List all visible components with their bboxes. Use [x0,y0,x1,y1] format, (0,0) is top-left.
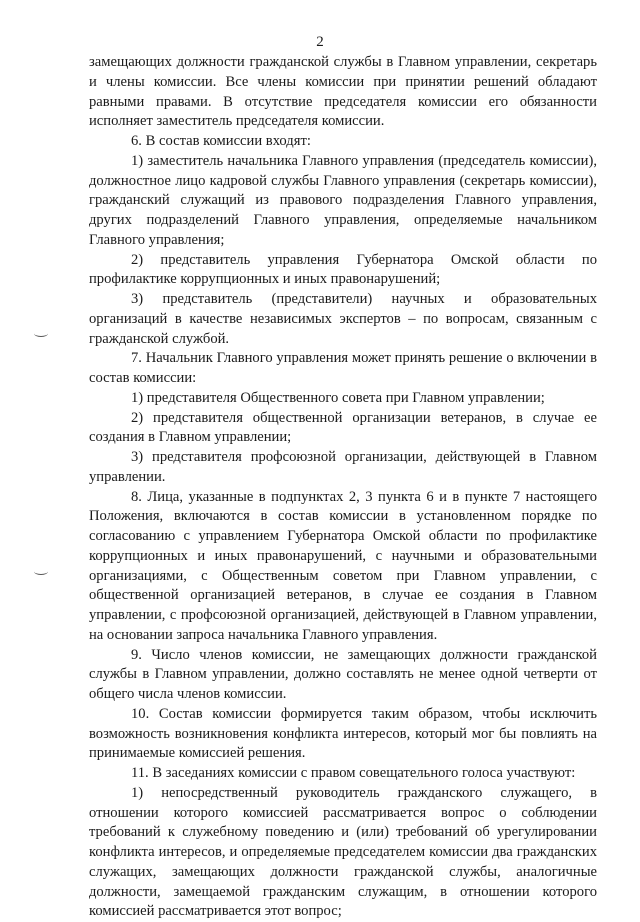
paragraph-item-7-2: 2) представителя общественной организации ветеранов, в случае ее создания в Главном управлении; [89,409,597,446]
paragraph-item-8: 8. Лица, указанные в подпунктах 2, 3 пункта 6 и в пункте 7 настоящего Положения, включаются в состав комиссии в установленном порядке по согласованию с управлением Губернатора Омской области по профилактике коррупционных и иных правонарушений, с научными и образовательными организациями, с Общественным советом при Главном управлении, с общественной организацией ветеранов, в случае ее создания в Главном управлении, с профсоюзной организацией, действующей в Главном управлении, на основании запроса начальника Главного управления. [89,488,597,643]
paragraph-item-7-1: 1) представителя Общественного совета при Главном управлении; [131,389,545,406]
paragraph-item-11: 11. В заседаниях комиссии с правом совещательного голоса участвуют: [131,765,576,781]
paragraph-item-6-3: 3) представитель (представители) научных и образовательных организаций в качестве независимых экспертов – по вопросам, связанным с гражданской службой. [89,291,597,347]
binding-hole-mark-upper [34,330,48,337]
page-number: 2 [316,34,324,50]
paragraph-item-7-3: 3) представителя профсоюзной организации, действующей в Главном управлении. [89,449,597,485]
paragraph-item-6-2: 2) представитель управления Губернатора Омской области по профилактике коррупционных и иных правонарушений; [89,251,597,288]
paragraph-item-6: 6. В состав комиссии входят: [131,133,311,149]
binding-hole-mark-lower [34,568,48,575]
document-body [89,53,597,922]
paragraph-item-11-1: 1) непосредственный руководитель гражданского служащего, в отношении которого комиссией рассматривается вопрос о соблюдении требований к служебному поведению и (или) требований об урегулировании конфликта интересов, и определяемые председателем комиссии два гражданских служащих, замещающих должности гражданской службы, аналогичные должности, замещаемой гражданским служащим, в отношении которого комиссией рассматривается этот вопрос; [89,784,597,920]
paragraph-item-6-1: 1) заместитель начальника Главного управления (председатель комиссии), должностное лицо кадровой службы Главного управления (секретарь комиссии), гражданский служащий из правового подразделения Главного управления, других подразделений Главного управления, определяемые начальником Главного управления; [89,152,597,248]
paragraph-continuation: замещающих должности гражданской службы в Главном управлении, секретарь и члены комиссии. Все члены комиссии при принятии решений обладают равными правами. В отсутствие председателя комиссии его обязанности исполняет заместитель председателя комиссии. [89,54,597,130]
paragraph-item-9: 9. Число членов комиссии, не замещающих должности гражданской службы в Главном управлении, должно составлять не менее одной четверти от общего числа членов комиссии. [89,646,597,702]
paragraph-item-7: 7. Начальник Главного управления может принять решение о включении в состав комиссии: [89,350,597,386]
paragraph-item-10: 10. Состав комиссии формируется таким образом, чтобы исключить возможность возникновения конфликта интересов, который мог бы повлиять на принимаемые комиссией решения. [89,705,597,762]
